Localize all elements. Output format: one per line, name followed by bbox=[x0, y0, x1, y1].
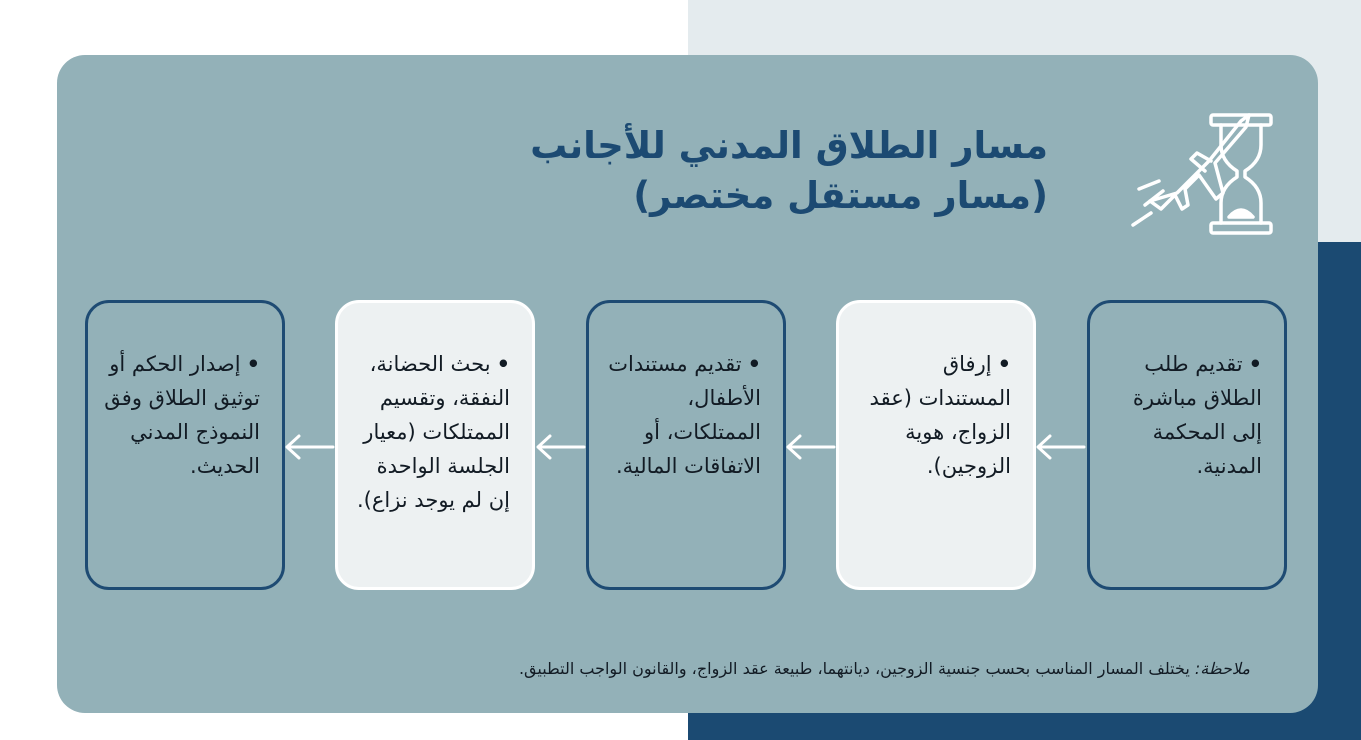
bullet: • bbox=[246, 352, 260, 376]
footnote bbox=[519, 659, 1250, 678]
bullet: • bbox=[1248, 352, 1262, 376]
diagram-title bbox=[488, 121, 1048, 221]
bullet: • bbox=[997, 352, 1011, 376]
step-3-text: تقديم مستندات الأطفال، الممتلكات، أو الاتفاقات المالية. bbox=[608, 352, 761, 478]
arrow-left-icon bbox=[784, 432, 836, 462]
title-line-1: مسار الطلاق المدني للأجانب bbox=[530, 124, 1048, 167]
step-1-submit-request bbox=[1087, 300, 1287, 590]
step-2-attach-documents bbox=[836, 300, 1036, 590]
bullet: • bbox=[496, 352, 510, 376]
step-4-custody-alimony bbox=[335, 300, 535, 590]
footnote-label: ملاحظة: bbox=[1194, 659, 1250, 678]
title-line-2: (مسار مستقل مختصر) bbox=[633, 174, 1048, 217]
step-5-text: إصدار الحكم أو توثيق الطلاق وفق النموذج المدني الحديث. bbox=[104, 352, 260, 478]
step-2-text: إرفاق المستندات (عقد الزواج، هوية الزوجين). bbox=[869, 352, 1011, 478]
arrow-left-icon bbox=[534, 432, 586, 462]
arrow-left-icon bbox=[283, 432, 335, 462]
airplane-icon bbox=[1133, 115, 1249, 225]
step-1-text: تقديم طلب الطلاق مباشرة إلى المحكمة المدنية. bbox=[1132, 352, 1262, 478]
main-card bbox=[57, 55, 1318, 713]
step-5-issue-judgment bbox=[85, 300, 285, 590]
step-4-text: بحث الحضانة، النفقة، وتقسيم الممتلكات (معيار الجلسة الواحدة إن لم يوجد نزاع). bbox=[356, 352, 510, 512]
footnote-text: يختلف المسار المناسب بحسب جنسية الزوجين، ديانتهما، طبيعة عقد الزواج، والقانون الواجب التطبيق. bbox=[518, 659, 1190, 678]
bullet: • bbox=[747, 352, 761, 376]
step-3-submit-documents bbox=[586, 300, 786, 590]
arrow-left-icon bbox=[1034, 432, 1086, 462]
emblem bbox=[1125, 105, 1277, 240]
